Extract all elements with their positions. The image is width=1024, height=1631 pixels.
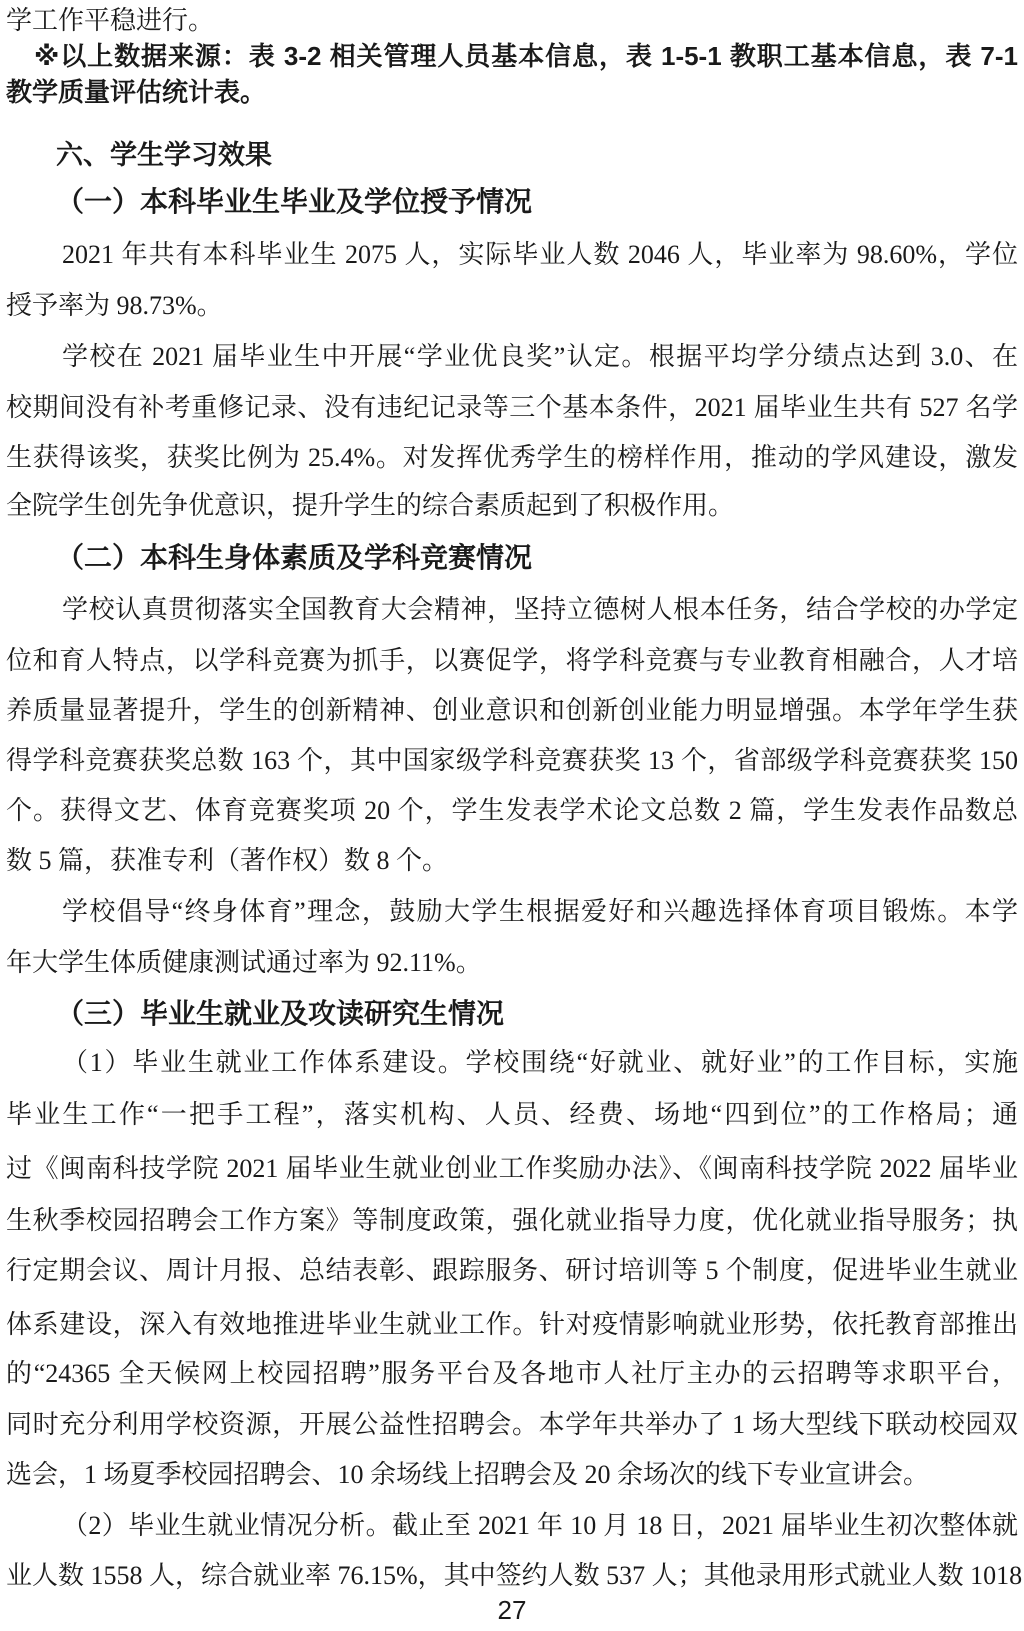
text-line: 学校认真贯彻落实全国教育大会精神，坚持立德树人根本任务，结合学校的办学定 xyxy=(62,595,1018,624)
text-line: 养质量显著提升，学生的创新精神、创业意识和创新创业能力明显增强。本学年学生获 xyxy=(6,696,1018,725)
text-line: 生秋季校园招聘会工作方案》等制度政策，强化就业指导力度，优化就业指导服务；执 xyxy=(6,1206,1018,1235)
text-line: 毕业生工作“一把手工程”，落实机构、人员、经费、场地“四到位”的工作格局；通 xyxy=(6,1100,1018,1129)
subsection-heading: （二）本科生身体素质及学科竞赛情况 xyxy=(56,542,533,573)
text-line: 得学科竞赛获奖总数 163 个，其中国家级学科竞赛获奖 13 个，省部级学科竞赛获奖 150 xyxy=(6,746,1018,775)
text-line: 学校在 2021 届毕业生中开展“学业优良奖”认定。根据平均学分绩点达到 3.0、在 xyxy=(62,342,1018,371)
text-line: 全院学生创先争优意识，提升学生的综合素质起到了积极作用。 xyxy=(6,491,735,520)
text-line: 生获得该奖，获奖比例为 25.4%。对发挥优秀学生的榜样作用，推动的学风建设，激发 xyxy=(6,443,1018,472)
text-line: 2021 年共有本科毕业生 2075 人，实际毕业人数 2046 人，毕业率为 98.60%，学位 xyxy=(62,240,1018,269)
text-line: 过《闽南科技学院 2021 届毕业生就业创业工作奖励办法》、《闽南科技学院 2022 届毕业 xyxy=(6,1154,1018,1183)
data-source-note-line: 教学质量评估统计表。 xyxy=(6,77,267,107)
text-line: 授予率为 98.73%。 xyxy=(6,291,223,320)
text-line: 的“24365 全天候网上校园招聘”服务平台及各地市人社厅主办的云招聘等求职平台， xyxy=(6,1359,1018,1388)
subsection-heading: （一）本科毕业生毕业及学位授予情况 xyxy=(56,186,533,217)
text-line: 数 5 篇，获准专利（著作权）数 8 个。 xyxy=(6,846,449,875)
text-line: 选会，1 场夏季校园招聘会、10 余场线上招聘会及 20 余场次的线下专业宣讲会。 xyxy=(6,1460,930,1489)
text-line: 同时充分利用学校资源，开展公益性招聘会。本学年共举办了 1 场大型线下联动校园双 xyxy=(6,1410,1018,1439)
text-line: 体系建设，深入有效地推进毕业生就业工作。针对疫情影响就业形势，依托教育部推出 xyxy=(6,1310,1018,1339)
text-line: 学工作平稳进行。 xyxy=(6,6,215,35)
text-line: 校期间没有补考重修记录、没有违纪记录等三个基本条件，2021 届毕业生共有 527 名学 xyxy=(6,393,1018,422)
text-line: 行定期会议、周计月报、总结表彰、跟踪服务、研讨培训等 5 个制度，促进毕业生就业 xyxy=(6,1256,1018,1285)
page-number: 27 xyxy=(497,1595,527,1625)
text-line: 年大学生体质健康测试通过率为 92.11%。 xyxy=(6,948,482,977)
data-source-note-line: ※以上数据来源：表 3-2 相关管理人员基本信息，表 1-5-1 教职工基本信息，表 7-1 xyxy=(34,41,1018,71)
subsection-heading: （三）毕业生就业及攻读研究生情况 xyxy=(56,998,505,1029)
text-line: 学校倡导“终身体育”理念，鼓励大学生根据爱好和兴趣选择体育项目锻炼。本学 xyxy=(62,897,1018,926)
section-heading: 六、学生学习效果 xyxy=(56,140,272,170)
text-line: （1）毕业生就业工作体系建设。学校围绕“好就业、就好业”的工作目标，实施 xyxy=(62,1048,1018,1077)
text-line: 个。获得文艺、体育竞赛奖项 20 个，学生发表学术论文总数 2 篇，学生发表作品数总 xyxy=(6,796,1018,825)
text-line: 业人数 1558 人，综合就业率 76.15%，其中签约人数 537 人；其他录用形式就业人数 1018 xyxy=(6,1561,1023,1590)
text-line: 位和育人特点，以学科竞赛为抓手，以赛促学，将学科竞赛与专业教育相融合，人才培 xyxy=(6,646,1018,675)
text-line: （2）毕业生就业情况分析。截止至 2021 年 10 月 18 日，2021 届毕业生初次整体就 xyxy=(62,1511,1018,1540)
